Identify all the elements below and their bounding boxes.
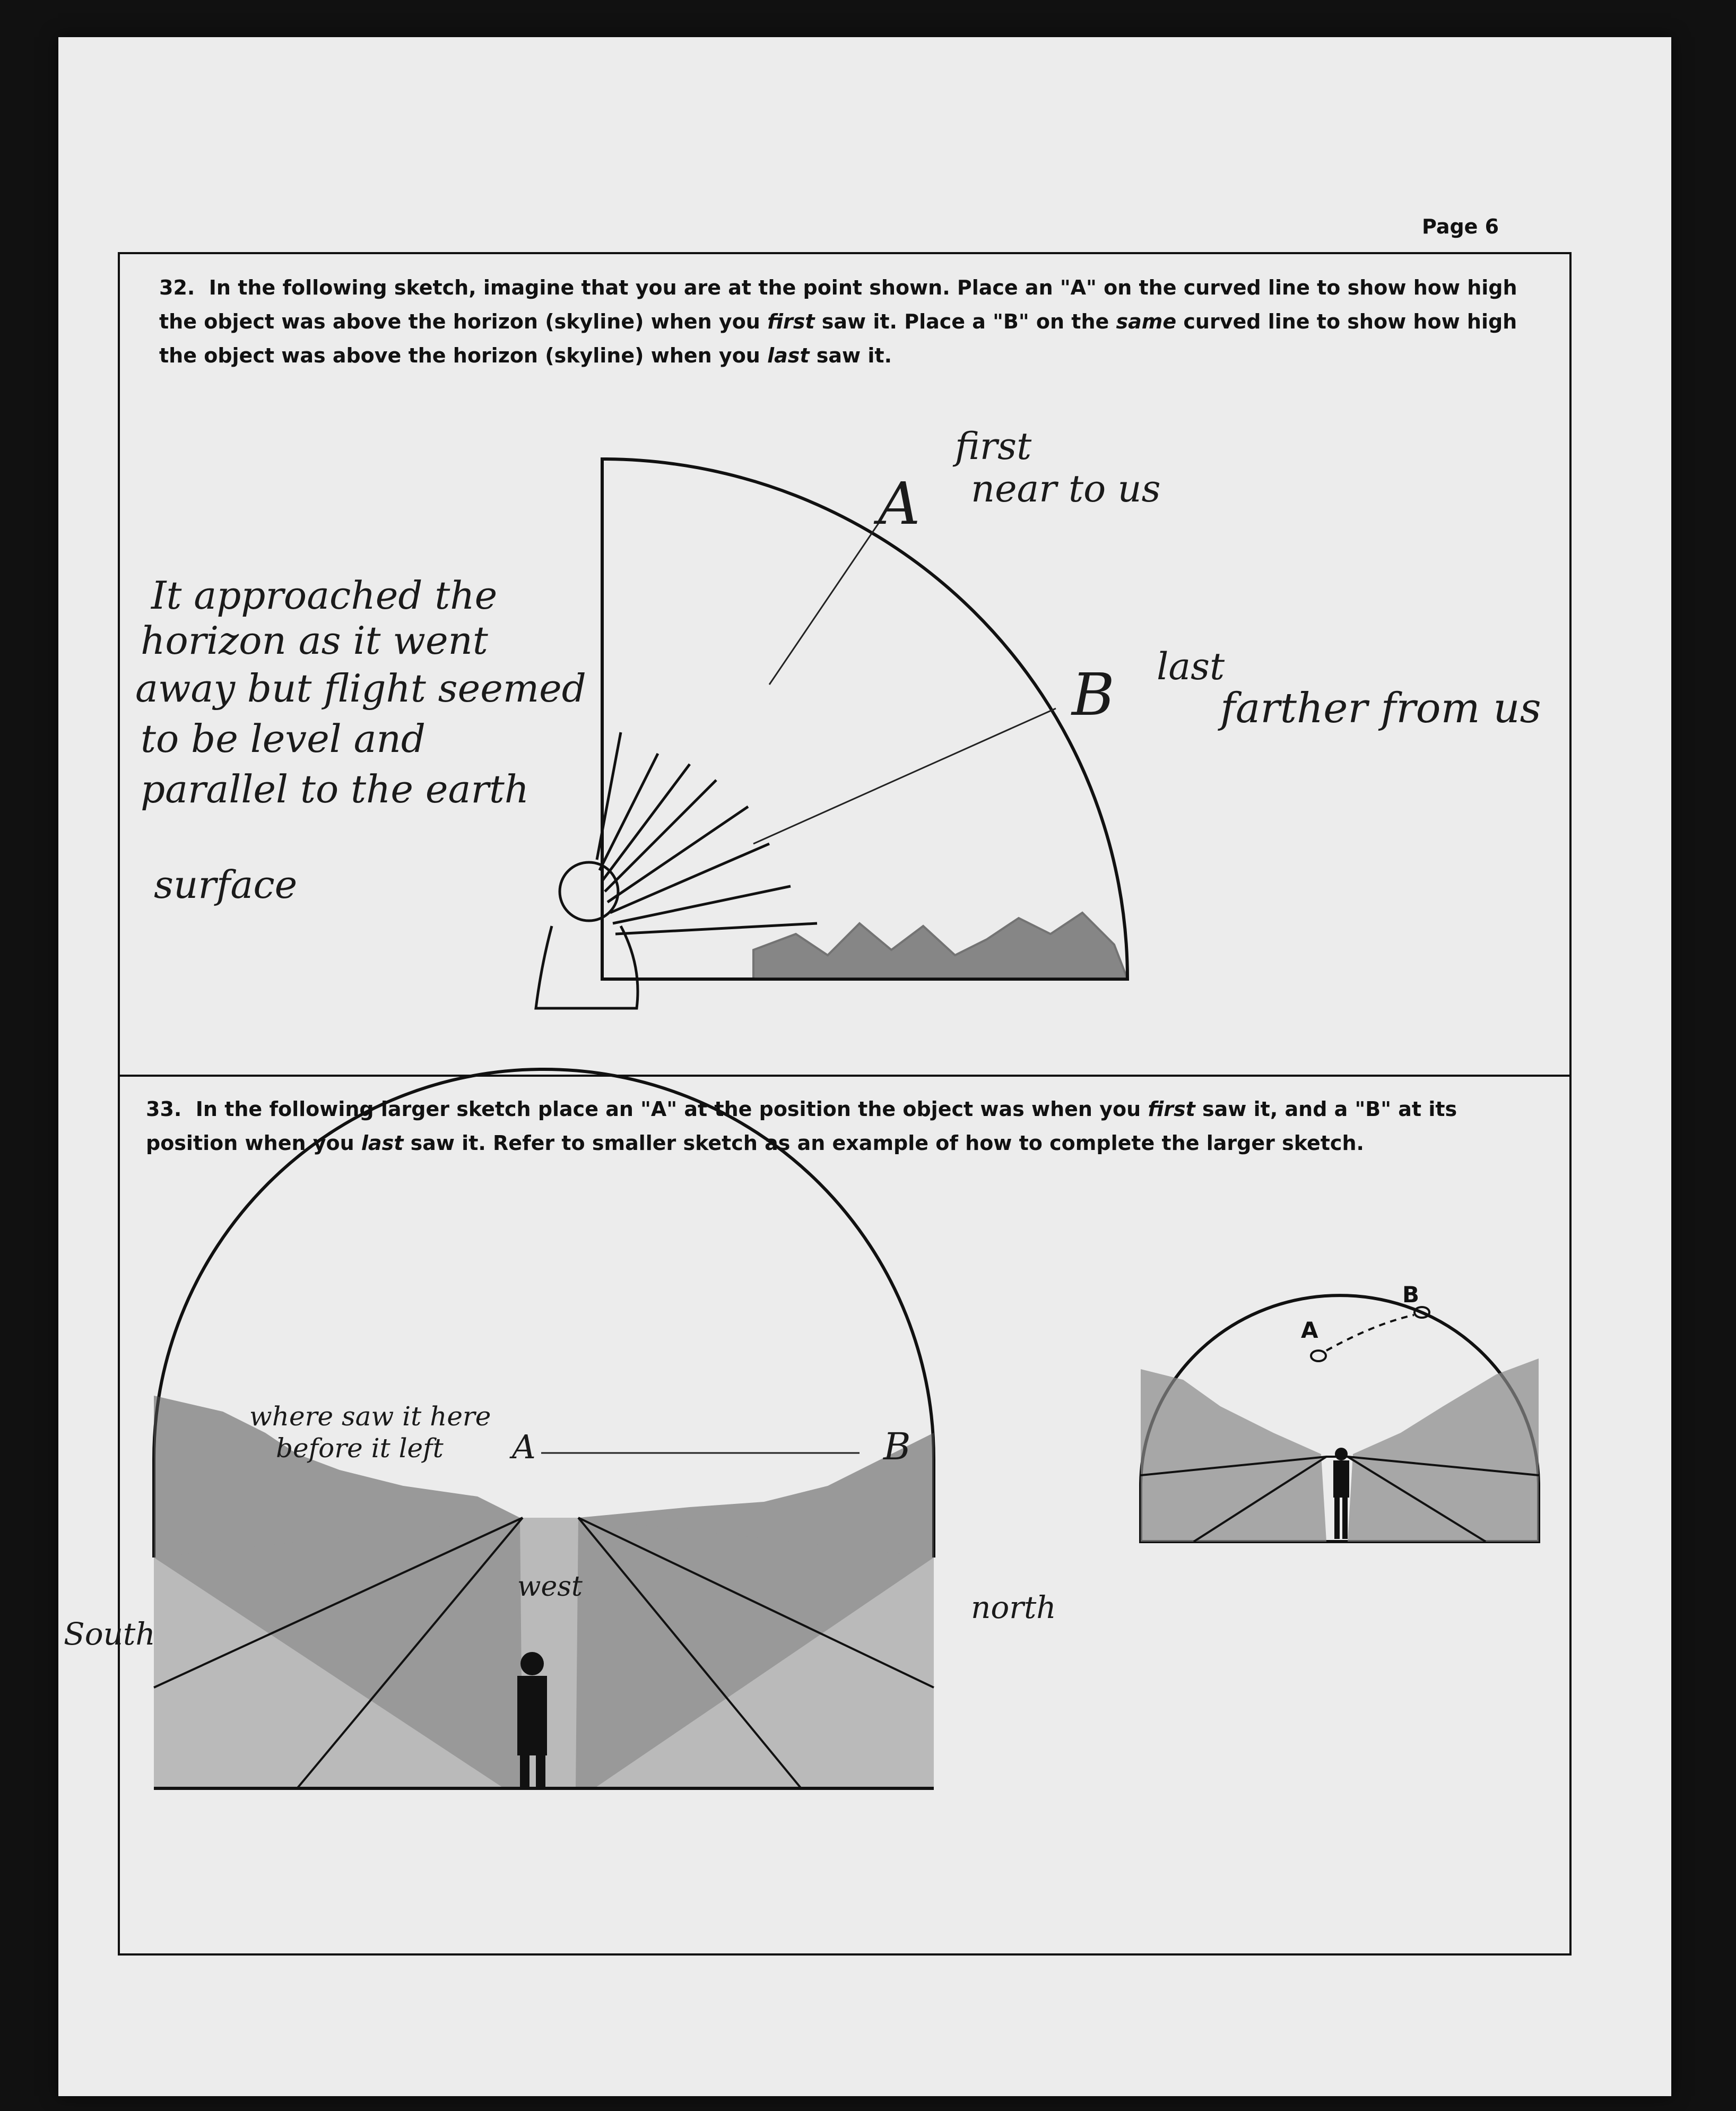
side-note-line: surface (154, 862, 298, 907)
handwritten-mark-a: A (878, 470, 921, 538)
q33-text-part: saw it, and a "B" at its position when you (146, 1097, 1457, 1155)
handwritten-direction-south: South (64, 1616, 155, 1652)
q33-emphasis-first: first (1148, 1097, 1195, 1121)
sight-line-b (753, 708, 1056, 844)
handwritten-large-mark-a: A (512, 1427, 536, 1466)
page-number: Page 6 (1422, 215, 1499, 238)
q32-text-part: In the following sketch, imagine that you are at the point shown. Place an "A" on the curved line to show how high the object was above the horizon (skyline) when you (159, 276, 1517, 333)
sight-line-a (769, 520, 881, 685)
arm-4 (607, 807, 748, 902)
q32-emphasis-same: same (1116, 310, 1177, 333)
question-32-number: 32. (159, 276, 195, 299)
side-note-line: away but flight seemed (135, 666, 586, 711)
handwritten-note-farther: farther from us (1220, 685, 1541, 732)
arm-8 (597, 732, 621, 860)
example-sketch (1141, 1295, 1539, 1542)
quarter-circle-outline (602, 459, 1127, 979)
example-label-b: B (1402, 1282, 1420, 1308)
q32-text-part: saw it. (809, 344, 892, 367)
handwritten-note-near: near to us (971, 467, 1161, 511)
q33-text-part: In the following larger sketch place an "A" at the position the object was when you (195, 1097, 1148, 1121)
side-note-line: to be level and (141, 716, 426, 761)
quarter-circle-sketch (602, 459, 1127, 979)
handwritten-note-last: last (1157, 645, 1225, 688)
handwritten-direction-west: west (517, 1571, 583, 1603)
handwritten-mark-b: B (1072, 661, 1115, 729)
handwritten-large-mark-b: B (883, 1425, 911, 1468)
person-body (536, 926, 638, 1008)
handwritten-note-where: where saw it here (249, 1401, 491, 1432)
example-label-a: A (1301, 1317, 1318, 1343)
arm-7 (600, 754, 658, 870)
handwritten-note-before: before it left (276, 1433, 444, 1464)
handwritten-direction-north: north (971, 1589, 1056, 1625)
arm-3 (610, 844, 769, 913)
question-33-number: 33. (146, 1097, 182, 1121)
side-note-line: It approached the (151, 573, 498, 618)
side-note-line: horizon as it went (141, 618, 488, 663)
q32-text-part: curved line to show how high the object was above the horizon (skyline) when you (159, 310, 1517, 367)
arm-2 (613, 886, 791, 923)
q32-emphasis-last: last (767, 344, 810, 367)
q33-text-part: saw it. Refer to smaller sketch as an example of how to complete the larger sketch. (403, 1131, 1364, 1155)
q33-emphasis-last: last (361, 1131, 404, 1155)
arm-6 (602, 764, 690, 881)
handwritten-note-first: first (955, 425, 1032, 468)
arm-1 (615, 923, 817, 934)
q32-text-part: saw it. Place a "B" on the (814, 310, 1116, 333)
side-note-line: parallel to the earth (141, 767, 530, 811)
q32-emphasis-first: first (767, 310, 815, 333)
